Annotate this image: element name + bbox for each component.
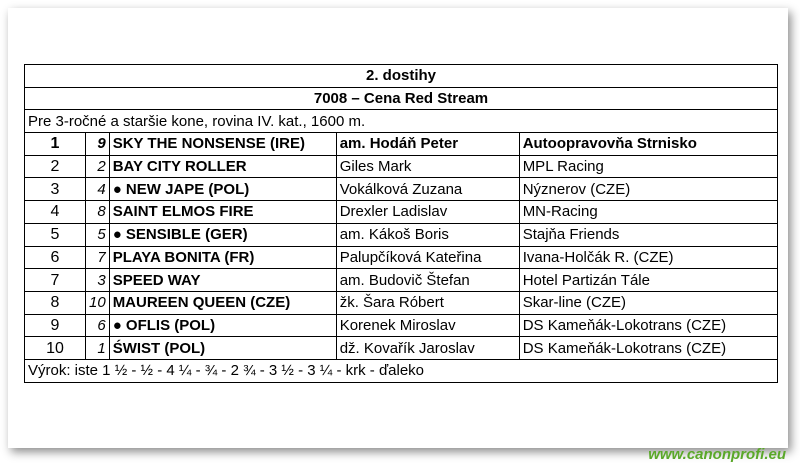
owner-name: DS Kameňák-Lokotrans (CZE) (519, 337, 777, 360)
result-row (25, 178, 778, 201)
owner-name: Stajňa Friends (519, 223, 777, 246)
horse-name: ● NEW JAPE (POL) (109, 178, 336, 201)
horse-name: SPEED WAY (109, 269, 336, 292)
owner-name: Ivana-Holčák R. (CZE) (519, 246, 777, 269)
start-number: 3 (86, 269, 110, 292)
horse-name: PLAYA BONITA (FR) (109, 246, 336, 269)
owner-name: DS Kameňák-Lokotrans (CZE) (519, 314, 777, 337)
result-row (25, 291, 778, 314)
race-title: 7008 – Cena Red Stream (25, 87, 778, 110)
result-row (25, 337, 778, 360)
heading-row (25, 65, 778, 88)
finish-position: 5 (25, 223, 86, 246)
finish-position: 3 (25, 178, 86, 201)
finish-position: 7 (25, 269, 86, 292)
jockey-name: žk. Šara Róbert (336, 291, 519, 314)
horse-name: ŚWIST (POL) (109, 337, 336, 360)
start-number: 7 (86, 246, 110, 269)
horse-name: ● OFLIS (POL) (109, 314, 336, 337)
start-number: 2 (86, 155, 110, 178)
jockey-name: Vokálková Zuzana (336, 178, 519, 201)
result-row (25, 133, 778, 156)
jockey-name: am. Hodáň Peter (336, 133, 519, 156)
jockey-name: am. Budovič Štefan (336, 269, 519, 292)
finish-position: 1 (25, 133, 86, 156)
owner-name: MN-Racing (519, 201, 777, 224)
horse-name: SKY THE NONSENSE (IRE) (109, 133, 336, 156)
finish-position: 6 (25, 246, 86, 269)
race-results-table (24, 64, 778, 383)
finish-position: 9 (25, 314, 86, 337)
conditions-row (25, 110, 778, 133)
start-number: 8 (86, 201, 110, 224)
finish-position: 10 (25, 337, 86, 360)
jockey-name: am. Kákoš Boris (336, 223, 519, 246)
jockey-name: Korenek Miroslav (336, 314, 519, 337)
result-row (25, 246, 778, 269)
race-verdict: Výrok: iste 1 ½ - ½ - 4 ¼ - ¾ - 2 ¾ - 3 ½ - 3 ¼ - krk - ďaleko (25, 359, 778, 382)
watermark: www.canonprofi.eu (648, 446, 786, 463)
start-number: 4 (86, 178, 110, 201)
start-number: 1 (86, 337, 110, 360)
result-row (25, 314, 778, 337)
start-number: 5 (86, 223, 110, 246)
horse-name: SAINT ELMOS FIRE (109, 201, 336, 224)
owner-name: Nýznerov (CZE) (519, 178, 777, 201)
result-row (25, 201, 778, 224)
owner-name: Hotel Partizán Tále (519, 269, 777, 292)
race-conditions: Pre 3-ročné a staršie kone, rovina IV. kat., 1600 m. (25, 110, 778, 133)
horse-name: MAUREEN QUEEN (CZE) (109, 291, 336, 314)
owner-name: Autoopravovňa Strnisko (519, 133, 777, 156)
finish-position: 4 (25, 201, 86, 224)
start-number: 10 (86, 291, 110, 314)
title-row (25, 87, 778, 110)
horse-name: BAY CITY ROLLER (109, 155, 336, 178)
result-row (25, 269, 778, 292)
owner-name: MPL Racing (519, 155, 777, 178)
owner-name: Skar-line (CZE) (519, 291, 777, 314)
result-row (25, 155, 778, 178)
jockey-name: Giles Mark (336, 155, 519, 178)
horse-name: ● SENSIBLE (GER) (109, 223, 336, 246)
jockey-name: dž. Kovařík Jaroslav (336, 337, 519, 360)
finish-position: 8 (25, 291, 86, 314)
jockey-name: Palupčíková Kateřina (336, 246, 519, 269)
start-number: 9 (86, 133, 110, 156)
jockey-name: Drexler Ladislav (336, 201, 519, 224)
start-number: 6 (86, 314, 110, 337)
finish-position: 2 (25, 155, 86, 178)
race-heading: 2. dostihy (25, 65, 778, 88)
result-row (25, 223, 778, 246)
verdict-row (25, 359, 778, 382)
